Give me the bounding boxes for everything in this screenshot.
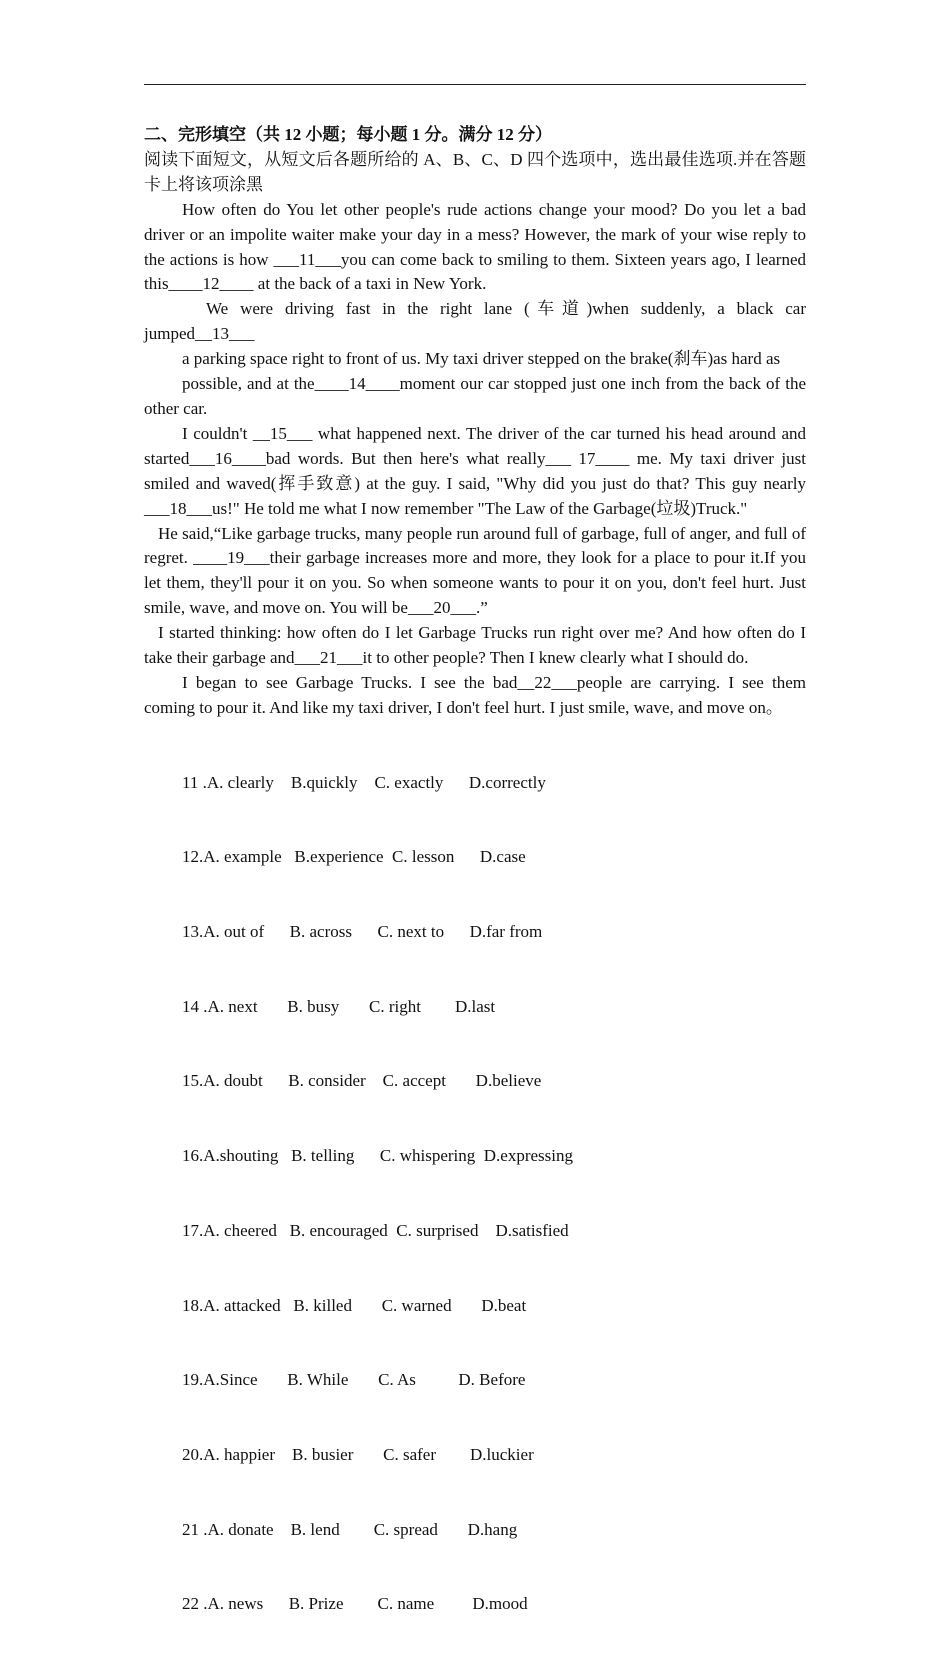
passage-paragraph-8: I began to see Garbage Trucks. I see the bad__22___people are carrying. I see them coming to pour it. And like my taxi driver, I don't feel hurt. I just smile, wave, and move on。 bbox=[144, 672, 806, 717]
passage-paragraph-1: How often do You let other people's rude actions change your mood? Do you let a bad driver or an impolite waiter make your day in a mess? However, the mark of your wise reply to the actions is how ___11___you can come back to smiling to them. Sixteen years ago, I learned this____12____ at the back of a taxi in New York. bbox=[144, 199, 806, 294]
passage-paragraph-2: We were driving fast in the right lane (车道)when suddenly, a black car jumped__13___ bbox=[144, 299, 806, 344]
question-16: 16.A.shouting B. telling C. whispering D.expressing bbox=[182, 1146, 573, 1166]
document-body bbox=[144, 123, 806, 1667]
section-title: 二、完形填空（共 12 小题；每小题 1 分。满分 12 分） bbox=[144, 125, 552, 144]
question-13: 13.A. out of B. across C. next to D.far from bbox=[182, 922, 543, 941]
question-18: 18.A. attacked B. killed C. warned D.beat bbox=[182, 1295, 527, 1315]
instruction-text: 阅读下面短文，从短文后各题所给的 A、B、C、D 四个选项中，选出最佳选项.并在答题卡上将该项涂黑 bbox=[144, 149, 806, 194]
passage-paragraph-5: I couldn't __15___ what happened next. The driver of the car turned his head around and started___16____bad words. But then here's what really___ 17____ me. My taxi driver just smiled and waved(挥手致意) at the guy. I said, "Why did you just do that? This guy nearly ___18___us!" He told me what I now remember "The Law of the Garbage(垃圾)Truck." bbox=[144, 423, 806, 518]
question-options bbox=[144, 721, 806, 1667]
question-20: 20.A. happier B. busier C. safer D.luckier bbox=[182, 1445, 534, 1465]
question-17: 17.A. cheered B. encouraged C. surprised D.satisfied bbox=[182, 1220, 569, 1240]
passage-paragraph-6: He said,“Like garbage trucks, many people run around full of garbage, full of anger, and full of regret. ____19___their garbage increases more and more, they look for a place to pour it.If you let them, they'll pour it on you. So when someone wants to pour it on you, don't feel hurt. Just smile, wave, and move on. You will be___20___.” bbox=[144, 523, 806, 618]
question-11: 11 .A. clearly B.quickly C. exactly D.correctly bbox=[182, 772, 546, 792]
question-21: 21 .A. donate B. lend C. spread D.hang bbox=[182, 1519, 518, 1539]
passage-paragraph-4: possible, and at the____14____moment our car stopped just one inch from the back of the other car. bbox=[144, 374, 806, 418]
question-19: 19.A.Since B. While C. As D. Before bbox=[182, 1370, 526, 1390]
question-12: 12.A. example B.experience C. lesson D.case bbox=[182, 847, 526, 867]
question-15: 15.A. doubt B. consider C. accept D.believe bbox=[182, 1071, 542, 1091]
question-14: 14 .A. next B. busy C. right D.last bbox=[182, 996, 496, 1016]
passage-paragraph-3: a parking space right to front of us. My taxi driver stepped on the brake(刹车)as hard as bbox=[182, 349, 781, 369]
header-rule bbox=[144, 84, 806, 85]
passage-paragraph-7: I started thinking: how often do I let Garbage Trucks run right over me? And how often do I take their garbage and___21___it to other people? Then I knew clearly what I should do. bbox=[144, 623, 806, 668]
question-22: 22 .A. news B. Prize C. name D.mood bbox=[182, 1594, 528, 1614]
